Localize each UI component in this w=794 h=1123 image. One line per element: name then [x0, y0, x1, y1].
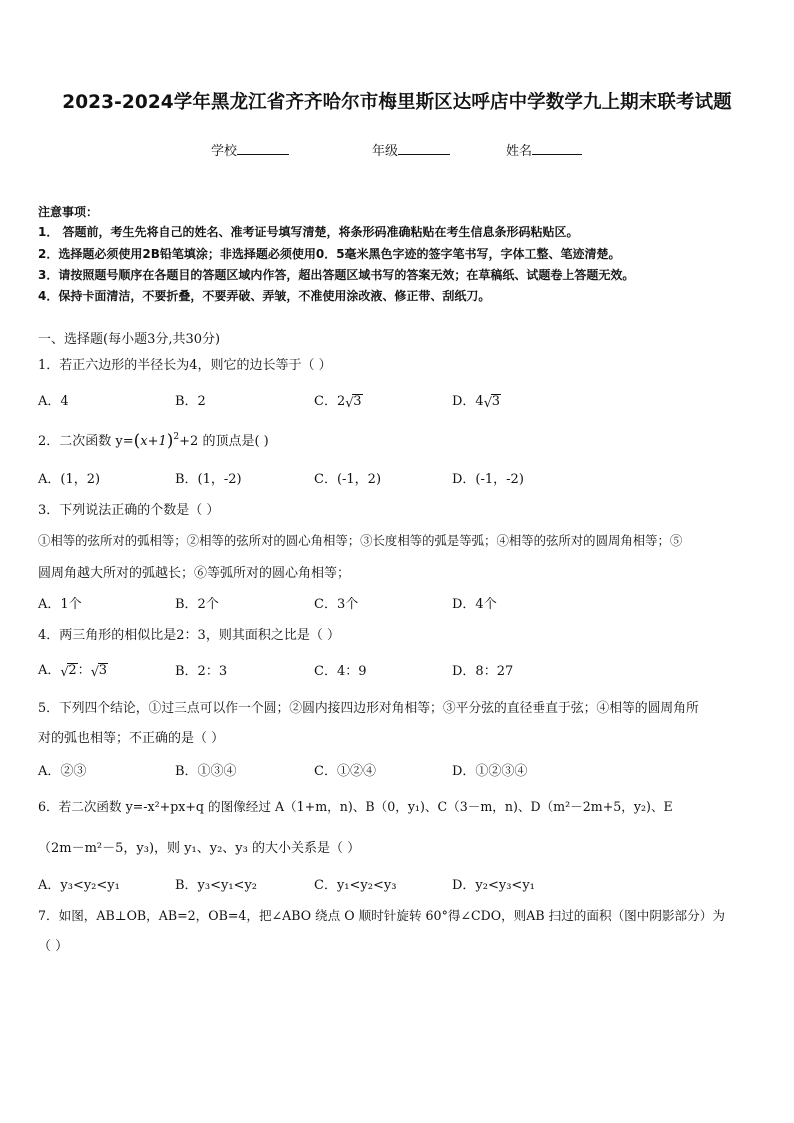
sqrt-symbol: √ 3 — [345, 394, 362, 411]
question-4-stem: 4．两三角形的相似比是2：3，则其面积之比是（ ） — [38, 628, 340, 643]
q6-option-c: C．y₁<y₂<y₃ — [314, 878, 397, 893]
note-item: 2．选择题必须使用2B铅笔填涂；非选择题必须使用0．5毫米黑色字迹的签字笔书写，字体工整、笔迹清楚。 — [38, 247, 621, 261]
question-6-line-2: （2m－m²－5，y₃)，则 y₁、y₂、y₃ 的大小关系是（ ） — [38, 841, 361, 856]
sqrt-symbol: √ 2 — [60, 663, 77, 680]
question-1-stem: 1．若正六边形的半径长为4，则它的边长等于（ ） — [38, 358, 332, 373]
q3-option-a: A．1个 — [38, 597, 82, 612]
q1-option-c — [314, 390, 363, 409]
q4-option-a-radicand-2: 3 — [98, 663, 107, 678]
q1-option-c-radicand: 3 — [353, 394, 362, 409]
q4-option-a — [38, 659, 108, 678]
question-2-stem: 2．二次函数 $y=(x+1)^2+2$ 的顶点是( ) — [38, 431, 269, 451]
note-item: 1． 答题前，考生先将自己的姓名、准考证号填写清楚，将条形码准确粘贴在考生信息条形码粘贴区。 — [38, 225, 579, 239]
q4-option-a-prefix: A． — [38, 663, 61, 678]
grade-label: 年级 — [372, 144, 399, 159]
name-blank — [532, 142, 582, 155]
q4-option-d: D．8：27 — [452, 664, 514, 679]
q4-option-a-radicand-1: 2 — [68, 663, 77, 678]
q2-option-a: A．(1，2) — [38, 472, 101, 487]
q6-option-d: D．y₂<y₃<y₁ — [452, 878, 535, 893]
note-item: 3．请按照题号顺序在各题目的答题区域内作答，超出答题区域书写的答案无效；在草稿纸、试题卷上答题无效。 — [38, 268, 635, 282]
q1-option-a: A．4 — [38, 394, 69, 409]
q5-option-c: C．①②④ — [314, 764, 376, 779]
q2-inner: x+1 — [140, 434, 167, 449]
grade-blank — [398, 142, 450, 155]
notes-heading: 注意事项： — [38, 205, 99, 219]
question-3-stem: 3．下列说法正确的个数是（ ） — [38, 503, 220, 518]
q4-option-a-separator: ： — [77, 663, 91, 678]
q6-option-a: A．y₃<y₂<y₁ — [38, 878, 120, 893]
q5-option-b: B．①③④ — [175, 764, 237, 779]
q2-option-d: D．(-1，-2) — [452, 472, 524, 487]
q3-option-b: B．2个 — [175, 597, 219, 612]
q1-option-d — [452, 390, 501, 409]
question-7-line-2: （ ） — [38, 939, 69, 954]
school-label: 学校 — [211, 144, 238, 159]
q6-option-b: B．y₃<y₁<y₂ — [175, 878, 258, 893]
q3-statements-line-1: ①相等的弦所对的弧相等；②相等的弦所对的圆心角相等；③长度相等的弧是等弧；④相等的弦所对的圆周角相等；⑤ — [38, 533, 683, 548]
grade-field — [372, 140, 450, 159]
q5-option-d: D．①②③④ — [452, 764, 528, 779]
q2-prefix: 2．二次函数 y= — [38, 434, 134, 449]
q4-option-b: B．2：3 — [175, 664, 228, 679]
q4-option-c: C．4：9 — [314, 664, 367, 679]
q3-option-c: C．3个 — [314, 597, 359, 612]
note-item: 4．保持卡面清洁，不要折叠，不要弄破、弄皱，不准使用涂改液、修正带、刮纸刀。 — [38, 289, 491, 303]
q2-option-c: C．(-1，2) — [314, 472, 382, 487]
school-blank — [237, 142, 289, 155]
school-field — [211, 140, 289, 159]
exam-title: 2023-2024学年黑龙江省齐齐哈尔市梅里斯区达呼店中学数学九上期末联考试题 — [62, 92, 732, 113]
q2-suffix: +2 的顶点是( ) — [179, 434, 269, 449]
q1-option-b: B．2 — [175, 394, 206, 409]
question-5-line-2: 对的弧也相等；不正确的是（ ） — [38, 731, 225, 746]
question-7-line-1: 7．如图，AB⊥OB，AB=2，OB=4，把∠ABO 绕点 O 顺时针旋转 60°得∠CDO，则AB 扫过的面积（图中阴影部分）为 — [38, 908, 725, 923]
q3-statements-line-2: 圆周角越大所对的弧越长；⑥等弧所对的圆心角相等； — [38, 566, 351, 581]
section-heading: 一、选择题(每小题3分,共30分) — [38, 332, 221, 347]
name-label: 姓名 — [506, 144, 533, 159]
question-5-line-1: 5．下列四个结论，①过三点可以作一个圆；②圆内接四边形对角相等；③平分弦的直径垂直于弦；④相等的圆周角所 — [38, 701, 699, 716]
q2-exponent: 2 — [173, 432, 180, 442]
sqrt-symbol: √ 3 — [90, 663, 107, 680]
name-field — [506, 140, 582, 159]
sqrt-symbol: √ 3 — [483, 394, 500, 411]
q2-option-b: B．(1，-2) — [175, 472, 242, 487]
q3-option-d: D．4个 — [452, 597, 497, 612]
q1-option-d-prefix: D．4 — [452, 394, 484, 409]
q1-option-d-radicand: 3 — [491, 394, 500, 409]
q1-option-c-prefix: C．2 — [314, 394, 346, 409]
question-6-line-1: 6．若二次函数 y=-x²+px+q 的图像经过 A（1+m，n)、B（0，y₁)、C（3－m，n)、D（m²－2m+5，y₂)、E — [38, 799, 673, 814]
q5-option-a: A．②③ — [38, 764, 87, 779]
